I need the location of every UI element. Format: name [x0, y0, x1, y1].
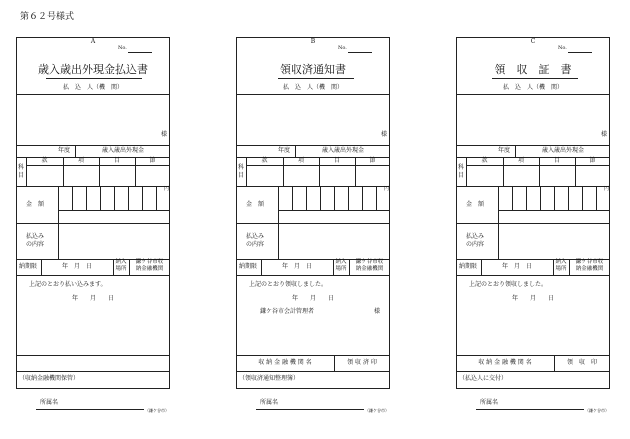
form-slip — [16, 37, 170, 439]
rule — [596, 186, 597, 210]
statement-note: 上記のとおり領収しました。 — [469, 281, 548, 288]
payment-place-value: 鎌ケ谷市収 — [575, 259, 604, 265]
rule — [236, 355, 390, 356]
slip-destination-note: （収納金融機関保管） — [19, 375, 80, 382]
payer-header: 払 込 人（機 関） — [62, 84, 123, 91]
city-label: （鎌ケ谷市） — [365, 408, 389, 413]
payment-place-label: 納入 — [555, 259, 567, 265]
payment-place-value: 納金融機関 — [575, 266, 604, 272]
payment-place-value: 納金融機関 — [355, 266, 384, 272]
item-header-kan: 款 — [41, 157, 48, 164]
sign-date: 年 月 日 — [511, 295, 554, 302]
item-header-kou: 項 — [517, 157, 524, 164]
due-date-label: 納期限 — [239, 263, 258, 270]
department-name-field[interactable] — [476, 409, 584, 410]
amount-field[interactable] — [59, 211, 169, 223]
kamoku-label: 科 — [458, 164, 465, 171]
kamoku-label: 科 — [238, 164, 245, 171]
rule — [86, 186, 87, 210]
form-number-label: No. — [118, 45, 127, 51]
department-name-label: 所属名 — [40, 399, 59, 406]
category-label: 歳入歳出外現金 — [541, 147, 584, 154]
rule — [456, 145, 610, 146]
page-heading: 第６２号様式 — [20, 12, 75, 22]
receipt-stamp-label: 領 収 済 印 — [347, 359, 377, 366]
due-date-label: 納期限 — [459, 263, 478, 270]
payment-place-value: 鎌ケ谷市収 — [355, 259, 384, 265]
form-title: 領収済通知書 — [280, 63, 346, 76]
sign-date: 年 月 日 — [71, 295, 114, 302]
item-header-moku: 目 — [333, 157, 340, 164]
rule — [16, 355, 170, 356]
payment-place-label: 納入 — [115, 259, 127, 265]
form-letter: C — [530, 38, 536, 45]
payment-content-label: の内容 — [246, 241, 265, 248]
item-header-setsu: 節 — [589, 157, 596, 164]
rule — [456, 355, 610, 356]
payer-header: 払 込 人（機 関） — [282, 84, 343, 91]
rule — [540, 186, 541, 210]
kamoku-label: 目 — [18, 172, 25, 179]
nendo-label: 年度 — [498, 147, 511, 154]
city-label: （鎌ケ谷市） — [585, 408, 609, 413]
payment-content-label: の内容 — [466, 241, 485, 248]
receipt-stamp-label: 領 収 印 — [566, 359, 597, 366]
rule — [16, 371, 170, 372]
payment-content-label: 払込み — [466, 233, 485, 240]
category-label: 歳入歳出外現金 — [321, 147, 364, 154]
payment-place-value: 納金融機関 — [135, 266, 164, 272]
receiving-bank-label: 収 納 金 融 機 関 名 — [478, 359, 532, 366]
rule — [128, 186, 129, 210]
accounting-manager: 鎌ケ谷市会計管理者 — [260, 308, 315, 315]
payment-content-field[interactable] — [499, 224, 609, 258]
rule — [236, 275, 390, 276]
sign-date: 年 月 日 — [291, 295, 334, 302]
rule — [142, 186, 143, 210]
rule — [526, 186, 527, 210]
department-name-field[interactable] — [36, 409, 144, 410]
payer-name-field[interactable] — [457, 95, 595, 144]
rule — [236, 371, 390, 372]
due-date-value: 年 月 日 — [501, 263, 532, 270]
amount-field[interactable] — [279, 211, 389, 223]
kamoku-label: 目 — [238, 172, 245, 179]
due-date-value: 年 月 日 — [61, 263, 92, 270]
item-header-kou: 項 — [77, 157, 84, 164]
yen-label: 円 — [164, 186, 170, 192]
amount-field[interactable] — [499, 211, 609, 223]
nendo-label: 年度 — [278, 147, 291, 154]
rule — [348, 186, 349, 210]
payment-place-label: 場所 — [335, 266, 347, 272]
statement-note: 上記のとおり領収しました。 — [249, 281, 328, 288]
form-title: 領 収 証 書 — [494, 63, 572, 76]
rule — [456, 371, 610, 372]
form-slip — [236, 37, 390, 439]
slip-destination-note: （領収済通知整理簿） — [239, 375, 300, 382]
rule — [582, 186, 583, 210]
rule — [466, 165, 610, 166]
sama-label: 様 — [381, 131, 388, 138]
due-date-label: 納期限 — [19, 263, 38, 270]
department-name-label: 所属名 — [480, 399, 499, 406]
slip-destination-note: （払込人に交付） — [459, 375, 508, 382]
form-number-label: No. — [338, 45, 347, 51]
nendo-label: 年度 — [58, 147, 71, 154]
category-label: 歳入歳出外現金 — [101, 147, 144, 154]
payment-content-field[interactable] — [59, 224, 169, 258]
payment-content-field[interactable] — [279, 224, 389, 258]
rule — [72, 186, 73, 210]
item-header-setsu: 節 — [149, 157, 156, 164]
form-number-label: No. — [558, 45, 567, 51]
item-header-moku: 目 — [113, 157, 120, 164]
form-letter: A — [90, 38, 96, 45]
payment-content-label: の内容 — [26, 241, 45, 248]
rule — [320, 186, 321, 210]
rule — [456, 186, 610, 187]
rule — [236, 186, 390, 187]
rule — [306, 186, 307, 210]
statement-note: 上記のとおり払い込みます。 — [29, 281, 107, 288]
rule — [26, 165, 170, 166]
rule — [362, 186, 363, 210]
item-header-moku: 目 — [553, 157, 560, 164]
rule — [100, 186, 101, 210]
kamoku-label: 目 — [458, 172, 465, 179]
payment-place-label: 場所 — [555, 266, 567, 272]
payment-content-label: 払込み — [26, 233, 45, 240]
sama-label: 様 — [161, 131, 168, 138]
amount-label: 金 額 — [246, 201, 265, 208]
item-header-kan: 款 — [481, 157, 488, 164]
rule — [156, 186, 157, 210]
rule — [16, 186, 170, 187]
rule — [512, 186, 513, 210]
rule — [334, 186, 335, 210]
department-name-field[interactable] — [256, 409, 364, 410]
payment-place-value: 鎌ケ谷市収 — [135, 259, 164, 265]
sama-label: 様 — [601, 131, 608, 138]
payer-name-field[interactable] — [17, 95, 155, 144]
yen-label: 円 — [604, 186, 610, 192]
item-header-kou: 項 — [297, 157, 304, 164]
department-name-label: 所属名 — [260, 399, 279, 406]
payer-name-field[interactable] — [237, 95, 375, 144]
rule — [236, 145, 390, 146]
rule — [376, 186, 377, 210]
amount-label: 金 額 — [26, 201, 45, 208]
city-label: （鎌ケ谷市） — [145, 408, 169, 413]
manager-sama-label: 様 — [374, 308, 381, 315]
rule — [16, 145, 170, 146]
rule — [16, 275, 170, 276]
kamoku-label: 科 — [18, 164, 25, 171]
payment-content-label: 払込み — [246, 233, 265, 240]
payment-place-label: 場所 — [115, 266, 127, 272]
rule — [114, 186, 115, 210]
form-slip — [456, 37, 610, 439]
item-header-setsu: 節 — [369, 157, 376, 164]
payment-place-label: 納入 — [335, 259, 347, 265]
yen-label: 円 — [384, 186, 390, 192]
rule — [292, 186, 293, 210]
rule — [568, 186, 569, 210]
item-header-kan: 款 — [261, 157, 268, 164]
amount-label: 金 額 — [466, 201, 485, 208]
due-date-value: 年 月 日 — [281, 263, 312, 270]
rule — [554, 186, 555, 210]
form-title: 歳入歳出外現金払込書 — [38, 63, 148, 76]
payer-header: 払 込 人（機 関） — [502, 84, 563, 91]
form-letter: B — [310, 38, 316, 45]
receiving-bank-label: 収 納 金 融 機 関 名 — [258, 359, 312, 366]
rule — [246, 165, 390, 166]
rule — [456, 275, 610, 276]
